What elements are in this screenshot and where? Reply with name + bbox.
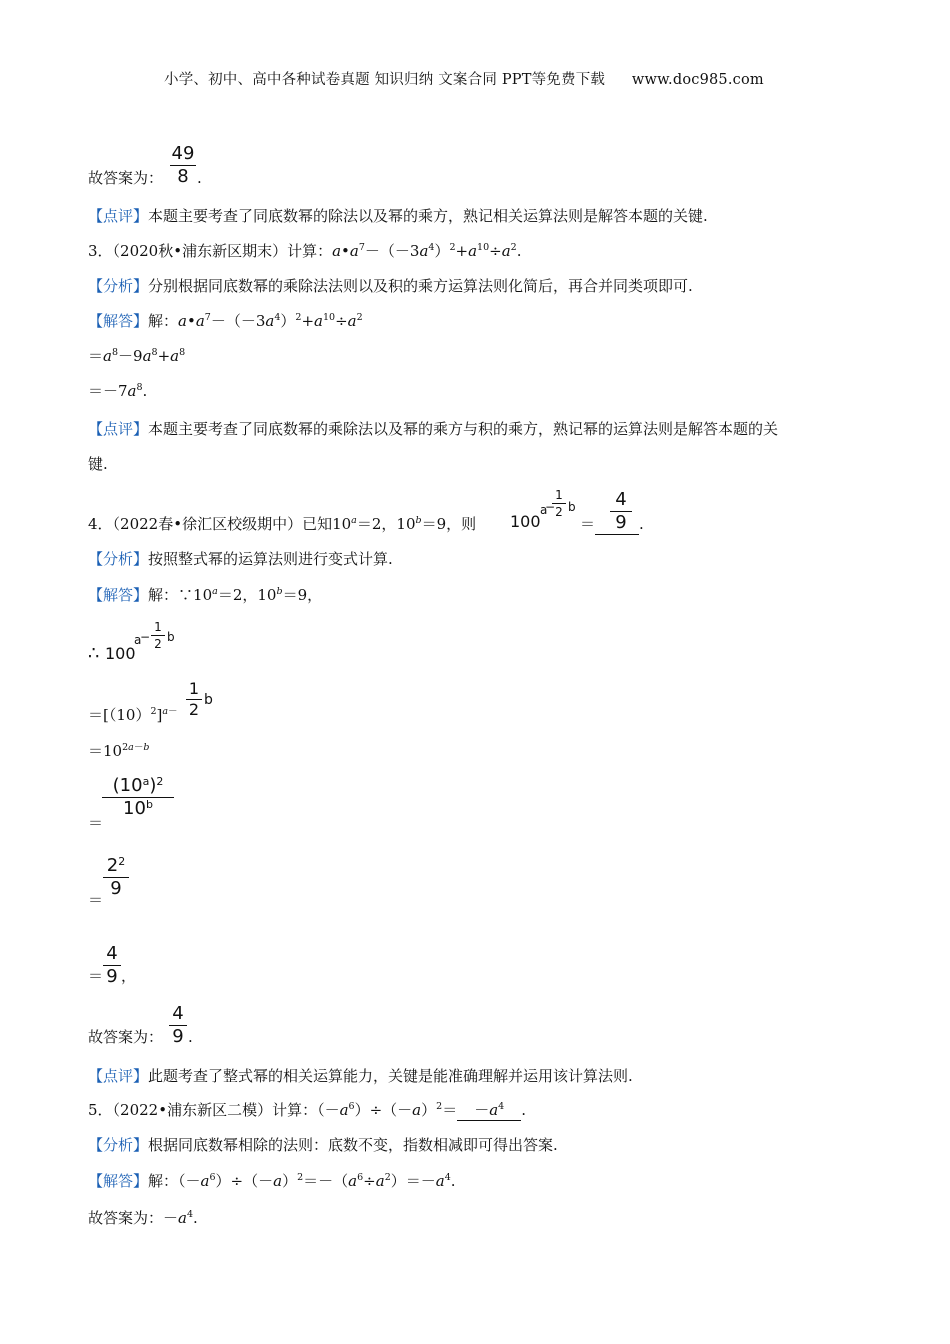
q5-analysis: 【分析】根据同底数幂相除的法则：底数不变，指数相减即可得出答案. — [88, 1136, 558, 1154]
prev-answer-fraction: 49 8 — [171, 143, 195, 187]
prev-review: 【点评】本题主要考查了同底数幂的除法以及幂的乘方，熟记相关运算法则是解答本题的关键. — [88, 207, 708, 225]
q4-answer-final: 4 9 — [169, 1004, 187, 1047]
q3-step1: $=a^8-9a^8+a^8$ — [88, 347, 186, 365]
q3-review-cont: 键. — [88, 455, 108, 473]
q4-power-base: 100 — [510, 512, 541, 531]
header-text: 小学、初中、高中各种试卷真题 知识归纳 文案合同 PPT等免费下载 — [164, 72, 606, 88]
q4-power-exp: a — [540, 503, 548, 517]
q4-fraction-1: $(10^a)^2$ 10$^b$ — [102, 776, 174, 819]
q3-analysis: 【分析】分别根据同底数幂的乘除法法则以及积的乘方运算法则化简后，再合并同类项即可. — [88, 277, 693, 295]
q4-solution: 【解答】解：$\because 10^a=2$，$10^b=9$， — [88, 586, 323, 604]
q5-solution: 【解答】解：$(-a^6)\div(-a)^2=-(a^6\div a^2)=-a^4$. — [88, 1172, 456, 1190]
q4-exp-half: 1 2 — [552, 488, 566, 519]
q4-step-3: $=10^{2a-b}$ — [88, 742, 150, 760]
q4-review: 【点评】此题考查了整式幂的相关运算能力，关键是能准确理解并运用该计算法则. — [88, 1067, 633, 1085]
q5-answer: 故答案为：$-a^4$. — [88, 1209, 198, 1227]
header-site: www.doc985.com — [631, 72, 764, 88]
q4-fraction-2: $2^2$ 9 — [103, 856, 129, 899]
q4-fraction-3: 4 9 — [103, 944, 121, 987]
q4-analysis: 【分析】按照整式幂的运算法则进行变式计算. — [88, 550, 393, 568]
q5-title: 5．（2022•浦东新区二模）计算：$(-a^6)\div(-a)^2= -a^4$ . — [88, 1101, 526, 1119]
q3-solution: 【解答】解：$a•a^7-(-3a^4)^2+a^{10}\div a^2$ — [88, 312, 363, 330]
page-header — [164, 70, 764, 90]
q3-review: 【点评】本题主要考查了同底数幂的乘除法以及幂的乘方与积的乘方，熟记幂的运算法则是解答本题的关 — [88, 420, 779, 438]
q3-title: 3．（2020秋•浦东新区期末）计算：$a•a^7-(-3a^4)^2+a^{10}\div a^2$. — [88, 242, 522, 260]
q3-step2: $=-7a^8$. — [88, 382, 148, 400]
prev-answer-line: 故答案为： — [88, 169, 164, 187]
q4-answer-fraction: 4 9 — [610, 490, 632, 533]
q4-step-2: $=[(10)^2]^{a-}$ — [88, 706, 178, 724]
q4-title: 4．（2022春•徐汇区校级期中）已知$10^a=2$，$10^b=9$，则 — [88, 515, 477, 533]
q4-blank: ＝ . — [580, 515, 644, 533]
